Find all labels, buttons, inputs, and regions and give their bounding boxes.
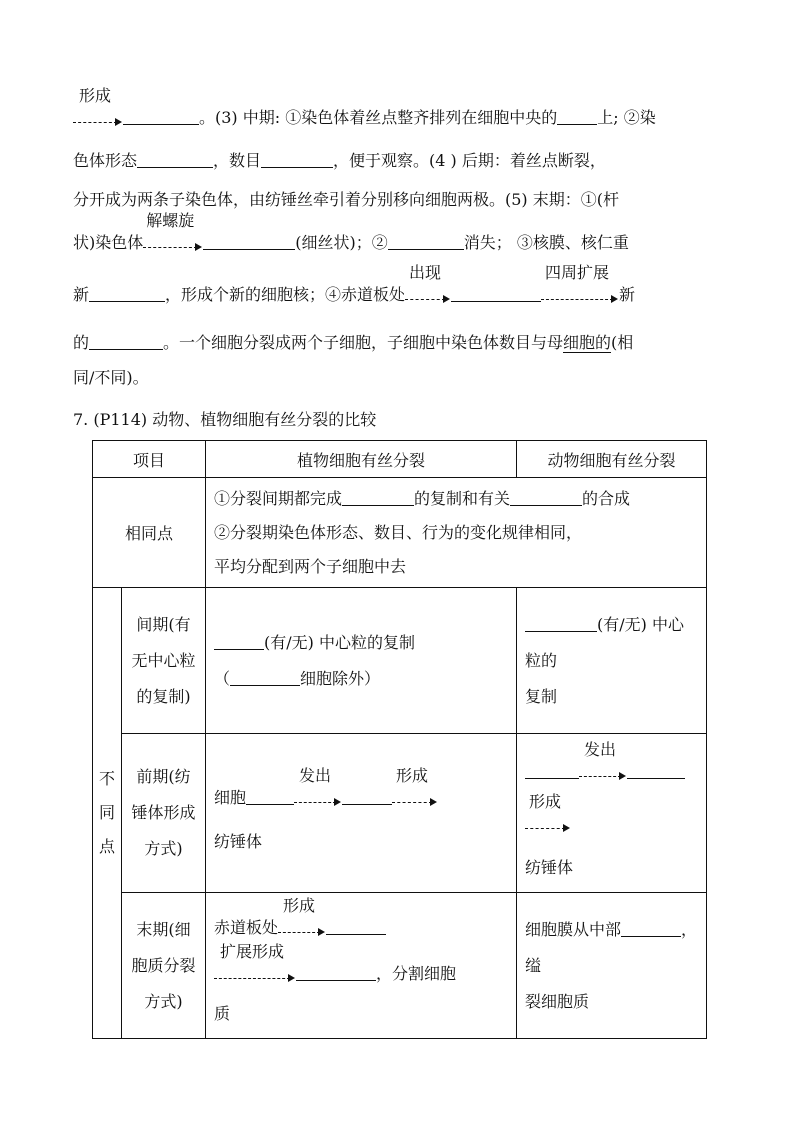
same-label: 相同点 — [93, 478, 206, 588]
arrow-form: 形成 — [278, 905, 320, 951]
arrow-form: 形成 — [392, 772, 432, 824]
blank[interactable] — [203, 235, 295, 250]
blank[interactable] — [388, 235, 464, 250]
blank[interactable] — [342, 491, 414, 506]
arrow-form: 形成 — [525, 798, 565, 850]
interphase-plant: (有/无) 中心粒的复制 （ 细胞除外） — [206, 588, 517, 734]
prophase-animal: 发出 形成 纺锤体 — [517, 734, 707, 893]
para-line-2: 色体形态 ，数目 ，便于观察。(4 ) 后期：着丝点断裂， — [73, 151, 606, 170]
blank[interactable] — [89, 335, 163, 350]
para-line-5: 新 ，形成个新的细胞核；④赤道板处 出现 四周扩展 新 — [73, 263, 636, 304]
blank[interactable] — [510, 491, 582, 506]
different-label: 不同点 — [93, 588, 122, 1039]
telophase-animal: 细胞膜从中部 ，缢 裂细胞质 — [517, 893, 707, 1039]
blank[interactable] — [137, 153, 213, 168]
interphase-label: 间期(有无中心粒的复制) — [122, 588, 206, 734]
blank[interactable] — [451, 287, 541, 302]
telophase-label: 末期(细胞质分裂方式) — [122, 893, 206, 1039]
header-animal: 动物细胞有丝分裂 — [517, 441, 707, 478]
blank[interactable] — [296, 966, 376, 981]
telophase-plant: 赤道板处 形成 扩展形成 ，分割细胞 质 — [206, 893, 517, 1039]
blank[interactable] — [557, 110, 597, 125]
prophase-plant: 细胞 发出 形成 纺锤体 — [206, 734, 517, 893]
prophase-label: 前期(纺锤体形成方式) — [122, 734, 206, 893]
arrow-expand-form: 扩展形成 — [214, 951, 290, 997]
blank[interactable] — [230, 671, 300, 686]
para-line-6: 的 。一个细胞分裂成两个子细胞，子细胞中染色体数目与母细胞的(相 — [73, 333, 634, 352]
same-content: ①分裂间期都完成 的复制和有关 的合成 ②分裂期染色体形态、数目、行为的变化规律相同， 平均分配到两个子细胞中去 — [206, 478, 707, 588]
mitosis-comparison-table — [92, 440, 707, 1039]
header-item: 项目 — [93, 441, 206, 478]
blank[interactable] — [214, 635, 264, 650]
blank[interactable] — [89, 287, 165, 302]
telophase-row — [93, 893, 707, 1039]
interphase-animal: (有/无) 中心粒的 复制 — [517, 588, 707, 734]
arrow-emit: 发出 — [579, 746, 621, 798]
prophase-row — [93, 734, 707, 893]
blank[interactable] — [621, 922, 681, 937]
header-row — [93, 441, 707, 478]
blank[interactable] — [123, 110, 199, 125]
blank[interactable] — [261, 153, 333, 168]
para-line-7: 同/不同)。 — [73, 368, 149, 387]
arrow-expand: 四周扩展 — [541, 287, 613, 303]
blank[interactable] — [326, 920, 386, 935]
section-7-title: 7. (P114) 动物、植物细胞有丝分裂的比较 — [73, 410, 377, 429]
blank[interactable] — [525, 617, 597, 632]
para-line-1: 形成 。(3) 中期: ①染色体着丝点整齐排列在细胞中央的 上; ②染 — [73, 110, 656, 126]
blank[interactable] — [246, 790, 294, 805]
arrow-emit: 发出 — [294, 772, 336, 824]
blank[interactable] — [627, 764, 685, 779]
arrow-appear: 出现 — [405, 287, 445, 303]
arrow-forms: 形成 — [73, 110, 117, 126]
para-line-4: 状)染色体 解螺旋 (细丝状)；② 消失； ③核膜、核仁重 — [73, 211, 629, 252]
blank[interactable] — [342, 790, 392, 805]
header-plant: 植物细胞有丝分裂 — [206, 441, 517, 478]
para-line-3: 分开成为两条子染色体，由纺锤丝牵引着分别移向细胞两极。(5) 末期：①(杆 — [73, 190, 619, 209]
same-row — [93, 478, 707, 588]
arrow-unwind: 解螺旋 — [143, 235, 197, 251]
interphase-row — [93, 588, 707, 734]
